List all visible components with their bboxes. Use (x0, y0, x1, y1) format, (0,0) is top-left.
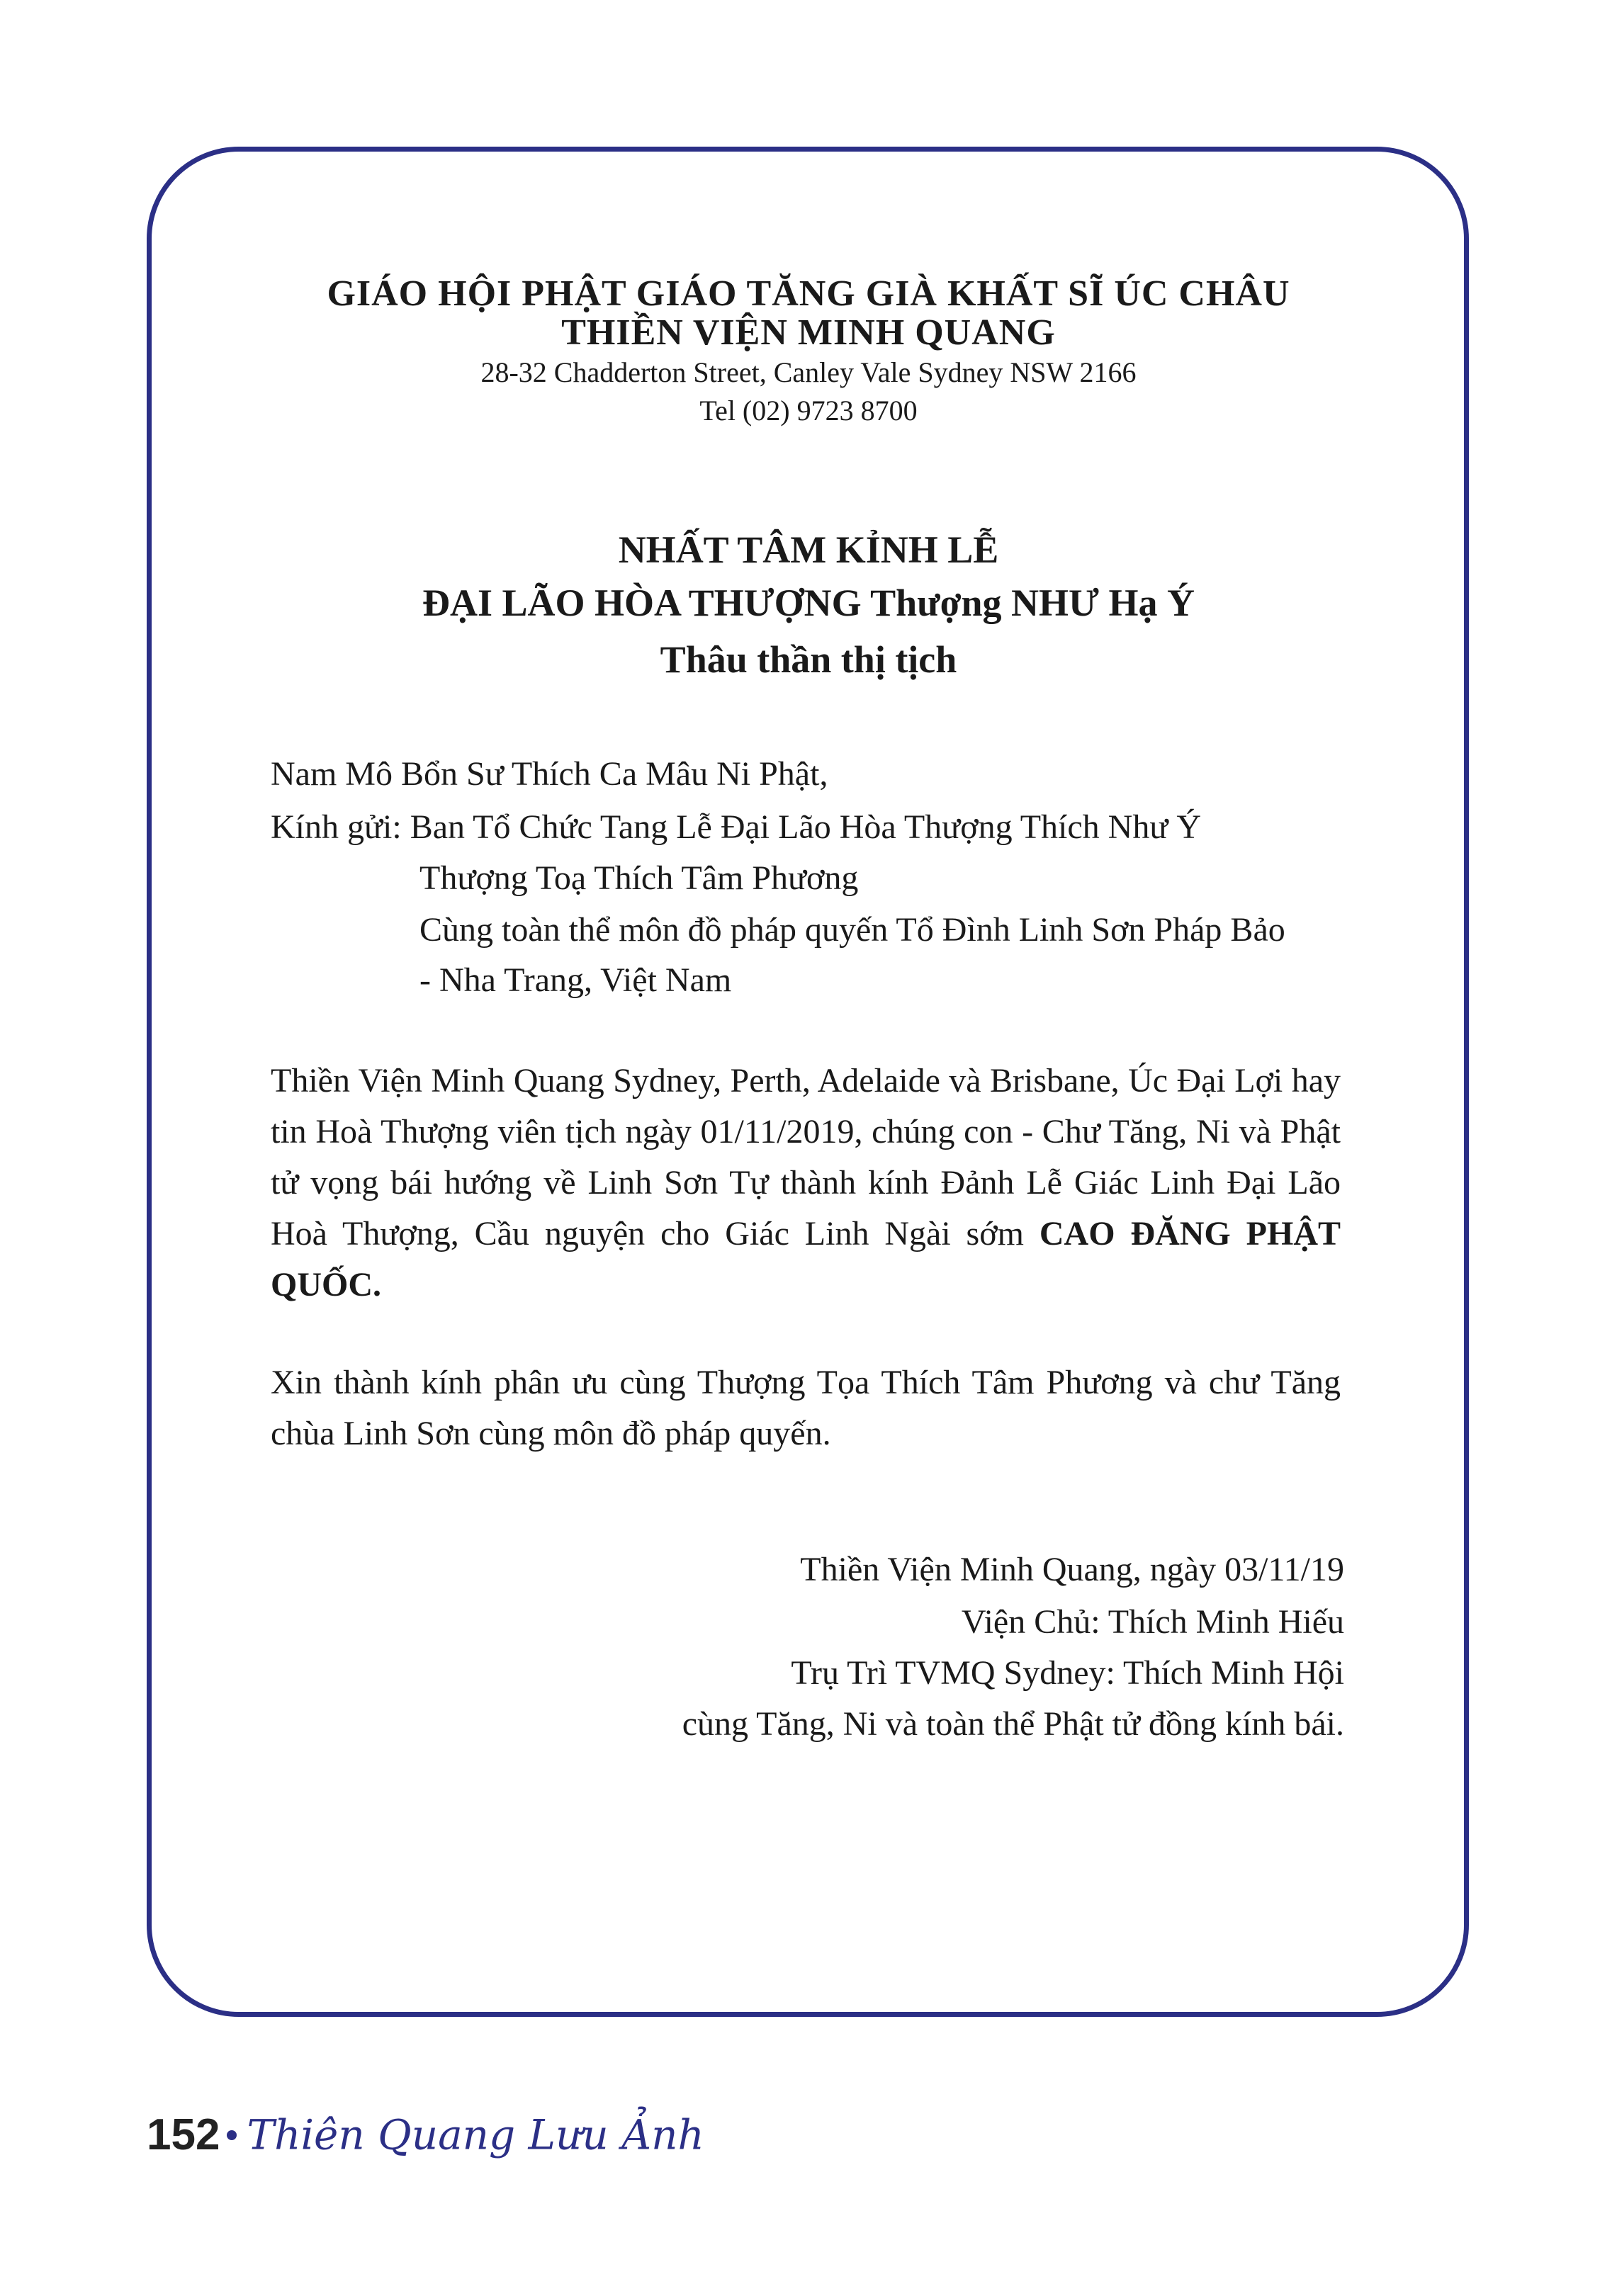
signature-place-date: Thiền Viện Minh Quang, ngày 03/11/19 (800, 1551, 1344, 1588)
title-line-2: ĐẠI LÃO HÒA THƯỢNG Thượng NHƯ Hạ Ý (422, 582, 1195, 624)
recipient-3: Cùng toàn thể môn đồ pháp quyến Tổ Đình Linh Sơn Pháp Bảo (419, 911, 1285, 949)
body-paragraph-1-text: Thiền Viện Minh Quang Sydney, Perth, Adelaide và Brisbane, Úc Đại Lợi hay tin Hoà Thượng viên tịch ngày 01/11/2019, chúng con - Chư Tăng, Ni và Phật tử vọng bái hướng về Linh Sơn Tự thành kính Đảnh Lễ Giác Linh Đại Lão Hoà Thượng, Cầu nguyện cho Giác Linh Ngài sớm (271, 1062, 1341, 1252)
recipient-line: Kính gửi: Ban Tổ Chức Tang Lễ Đại Lão Hòa Thượng Thích Như Ý (271, 808, 1202, 846)
greeting: Nam Mô Bổn Sư Thích Ca Mâu Ni Phật, (271, 755, 828, 793)
bullet-dot-icon (227, 2130, 237, 2140)
telephone: Tel (02) 9723 8700 (699, 395, 918, 426)
recipient-2: Thượng Toạ Thích Tâm Phương (419, 859, 859, 897)
page-footer (147, 2110, 704, 2160)
recipient-4: - Nha Trang, Việt Nam (419, 961, 732, 999)
publication-title: Thiên Quang Lưu Ảnh (247, 2110, 704, 2159)
signature-closing: cùng Tăng, Ni và toàn thể Phật tử đồng kính bái. (682, 1705, 1344, 1743)
body-paragraph-1 (271, 1056, 1341, 1311)
signature-resident: Trụ Trì TVMQ Sydney: Thích Minh Hội (791, 1654, 1344, 1692)
signature-abbot: Viện Chủ: Thích Minh Hiếu (961, 1603, 1344, 1641)
org-name: GIÁO HỘI PHẬT GIÁO TĂNG GIÀ KHẤT SĨ ÚC CHÂU (327, 273, 1290, 314)
address: 28-32 Chadderton Street, Canley Vale Sydney NSW 2166 (480, 356, 1137, 388)
temple-name: THIỀN VIỆN MINH QUANG (561, 312, 1056, 353)
body-paragraph-1-emphasis: CAO ĐĂNG PHẬT QUỐC. (271, 1215, 1341, 1303)
body-paragraph-2: Xin thành kính phân ưu cùng Thượng Tọa Thích Tâm Phương và chư Tăng chùa Linh Sơn cùng môn đồ pháp quyến. (271, 1364, 1341, 1452)
page-number: 152 (147, 2110, 220, 2159)
title-line-1: NHẤT TÂM KỈNH LỄ (618, 528, 999, 571)
title-line-3: Thâu thần thị tịch (660, 638, 957, 681)
